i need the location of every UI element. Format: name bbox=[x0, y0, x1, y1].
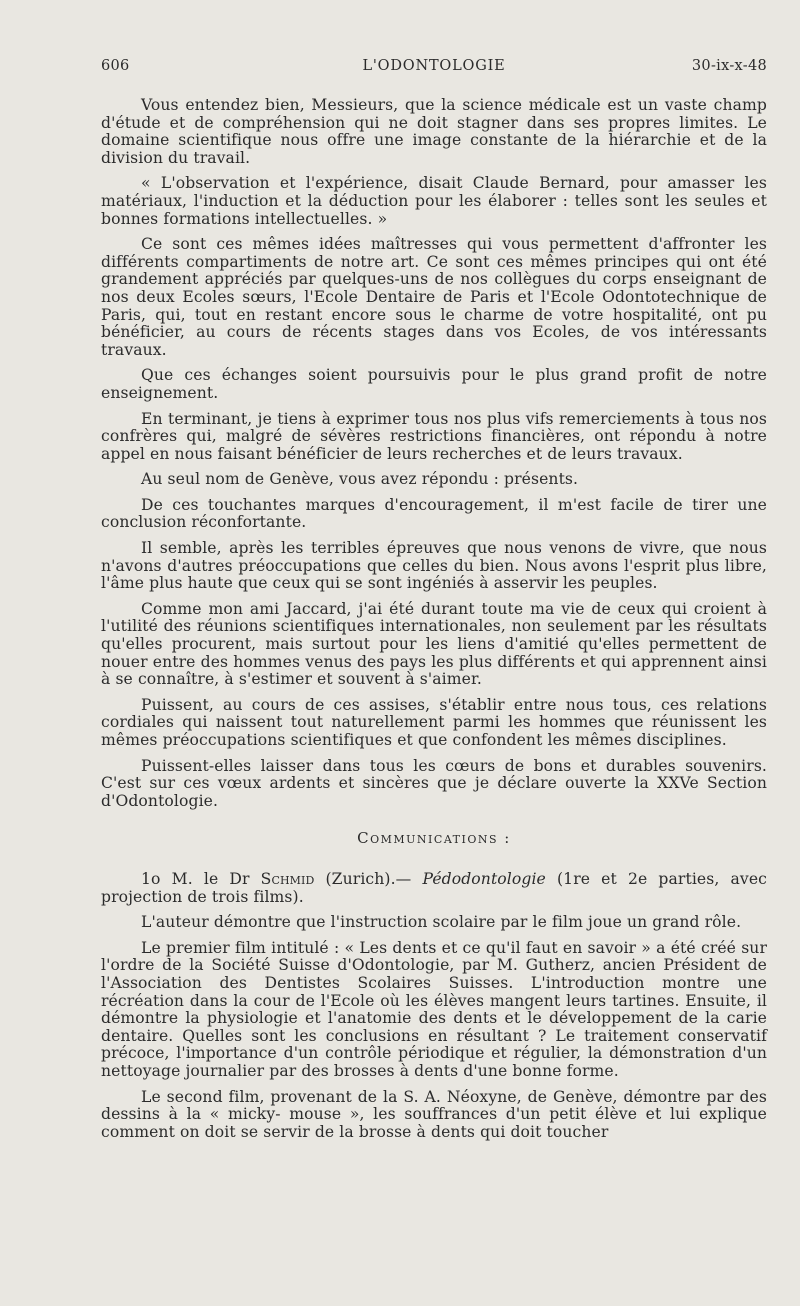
paragraph: De ces touchantes marques d'encouragement, il m'est facile de tirer une conclusion réconfortante. bbox=[101, 495, 767, 532]
author-place: (Zurich).— bbox=[325, 869, 412, 888]
paragraph: Que ces échanges soient poursuivis pour le plus grand profit de notre enseignement. bbox=[101, 366, 767, 402]
entry-number: 1o bbox=[141, 869, 161, 888]
paragraph: Puissent-elles laisser dans tous les cœurs de bons et durables souvenirs. C'est sur ces vœux ardents et sincères que je déclare ouverte la XXVe Section d'Odontologie. bbox=[101, 756, 767, 810]
running-title: L'ODONTOLOGIE bbox=[362, 58, 506, 74]
paragraph: Le premier film intitulé : « Les dents et ce qu'il faut en savoir » a été créé sur l'ordre de la Société Suisse d'Odontologie, par M. Gutherz, ancien Président de l'Association des Dentistes Scolaires Suisses. L'introduction montre une récréation dans la cour de l'Ecole où les élèves mangent leurs tartines. Ensuite, il démontre la physiologie et l'anatomie des dents et le développement de la carie dentaire. Quelles sont les conclusions en résultant ? Le traitement conservatif précoce, l'importance d'un contrôle périodique et régulier, la démonstration d'un nettoyage journalier par des brosses à dents d'une bonne forme. bbox=[101, 938, 767, 1080]
communication-details: (1re et 2e parties, avec projection de trois films). bbox=[101, 869, 767, 906]
paragraph: En terminant, je tiens à exprimer tous nos plus vifs remerciements à tous nos confrères qui, malgré de sévères restrictions financières, ont répondu à notre appel en nous faisant bénéficier de leurs recherches et de leurs travaux. bbox=[101, 409, 767, 463]
paragraph: « L'observation et l'expérience, disait Claude Bernard, pour amasser les matériaux, l'induction et la déduction pour les élaborer : telles sont les seules et bonnes formations intellectuelles. » bbox=[101, 174, 767, 228]
paragraph: Comme mon ami Jaccard, j'ai été durant toute ma vie de ceux qui croient à l'utilité des réunions scientifiques internationales, non seulement par les résultats qu'elles procurent, mais surtout pour les liens d'amitié qu'elles permettent de nouer entre des hommes venus des pays les plus différents et qui apprennent ainsi à se connaître, à s'estimer et souvent à s'aimer. bbox=[101, 599, 767, 689]
paragraph: Ce sont ces mêmes idées maîtresses qui vous permettent d'affronter les différents compartiments de notre art. Ce sont ces mêmes principes qui ont été grandement appréciés par quelques-uns de nos collègues du corps enseignant de nos deux Ecoles sœurs, l'Ecole Dentaire de Paris et l'Ecole Odontotechnique de Paris, qui, tout en restant encore sous le charme de votre hospitalité, ont pu bénéficier, au cours de récents stages dans vos Ecoles, de vos intéressants travaux. bbox=[101, 235, 767, 359]
author-name: Schmid bbox=[260, 869, 315, 888]
author-prefix: M. le Dr bbox=[171, 869, 250, 888]
paragraph: Le second film, provenant de la S. A. Néoxyne, de Genève, démontre par des dessins à la « micky- mouse », les souffrances d'un petit élève et lui explique comment on doit se servir de la brosse à dents qui doit toucher bbox=[101, 1087, 767, 1141]
body-text bbox=[101, 97, 767, 1141]
page-header bbox=[101, 58, 767, 82]
page-number: 606 bbox=[101, 58, 130, 74]
communication-entry bbox=[101, 871, 767, 906]
paragraph: Il semble, après les terribles épreuves que nous venons de vivre, que nous n'avons d'autres préoccupations que celles du bien. Nous avons l'esprit plus libre, l'âme plus haute que ceux qui se sont ingéniés à asservir les peuples. bbox=[101, 539, 767, 593]
paragraph: L'auteur démontre que l'instruction scolaire par le film joue un grand rôle. bbox=[141, 913, 742, 932]
paragraph: Vous entendez bien, Messieurs, que la science médicale est un vaste champ d'étude et de compréhension qui ne doit stagner dans ses propres limites. Le domaine scientifique nous offre une image constante de la hiérarchie et de la division du travail. bbox=[101, 96, 767, 167]
section-title: Communications : bbox=[357, 829, 511, 848]
paragraph: Au seul nom de Genève, vous avez répondu : présents. bbox=[141, 470, 579, 489]
communication-title: Pédodontologie bbox=[422, 869, 546, 888]
paragraph: Puissent, au cours de ces assises, s'établir entre nous tous, ces relations cordiales qui naissent tout naturellement parmi les hommes que réunissent les mêmes préoccupations scientifiques et que confondent les mêmes disciplines. bbox=[101, 695, 767, 749]
issue-date: 30-ix-x-48 bbox=[691, 58, 767, 74]
